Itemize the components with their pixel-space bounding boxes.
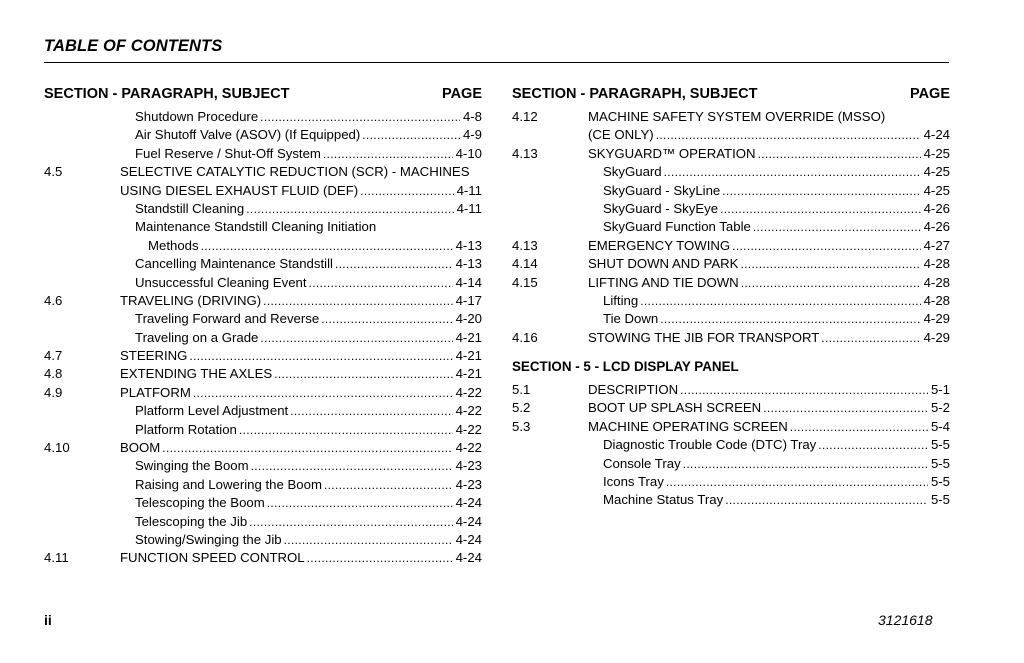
toc-entry-page: 4-23 [455, 458, 482, 474]
toc-entry[interactable] [512, 237, 950, 255]
toc-entry-subject: Platform Level Adjustment [135, 403, 289, 419]
column-heading-subject: SECTION - PARAGRAPH, SUBJECT [44, 86, 290, 102]
dot-leader [640, 292, 920, 310]
toc-entry-page: 4-10 [455, 145, 482, 161]
dot-leader [284, 531, 453, 549]
toc-entry-page: 5-1 [930, 382, 950, 398]
toc-entry-subject: Icons Tray [603, 474, 664, 490]
toc-entry-number: 4.13 [512, 145, 538, 161]
toc-entry[interactable] [44, 237, 482, 255]
document-number: 3121618 [878, 612, 933, 628]
toc-list-right-section-4 [512, 108, 950, 347]
toc-entry[interactable] [512, 255, 950, 273]
toc-entry-subject: Telescoping the Jib [135, 513, 248, 529]
toc-entry-subject: SkyGuard - SkyEye [603, 200, 719, 216]
toc-entry-subject: Lifting [603, 292, 639, 308]
toc-entry-page: 4-24 [455, 495, 482, 511]
dot-leader [683, 455, 928, 473]
column-heading-page: PAGE [909, 86, 950, 102]
toc-entry-page: 4-22 [455, 421, 482, 437]
toc-entry[interactable] [512, 329, 950, 347]
toc-entry-subject: EXTENDING THE AXLES [120, 366, 273, 382]
toc-entry[interactable] [512, 491, 950, 509]
toc-entry[interactable] [512, 145, 950, 163]
toc-entry[interactable] [44, 126, 482, 144]
toc-entry-page: 5-5 [930, 437, 950, 453]
dot-leader [307, 549, 453, 567]
toc-entry[interactable] [44, 218, 482, 236]
toc-entry-number: 4.6 [44, 292, 63, 308]
toc-entry-page: 4-29 [923, 329, 950, 345]
toc-entry-subject: SkyGuard Function Table [603, 219, 751, 235]
column-heading-subject: SECTION - PARAGRAPH, SUBJECT [512, 86, 758, 102]
toc-entry-page: 5-4 [930, 418, 950, 434]
toc-entry-page: 4-11 [456, 182, 482, 198]
toc-entry-subject: Platform Rotation [135, 421, 237, 437]
toc-entry-subject: Swinging the Boom [135, 458, 249, 474]
toc-entry-number: 4.11 [44, 550, 69, 566]
toc-entry-number: 4.7 [44, 348, 63, 364]
toc-entry-subject: FUNCTION SPEED CONTROL [120, 550, 305, 566]
toc-entry-number: 4.15 [512, 274, 538, 290]
toc-entry[interactable] [44, 365, 482, 383]
dot-leader [324, 476, 453, 494]
dot-leader [664, 163, 921, 181]
toc-entry-page: 4-13 [455, 256, 482, 272]
dot-leader [818, 436, 928, 454]
toc-list-right-section-5 [512, 381, 950, 510]
toc-entry-subject: DESCRIPTION [588, 382, 679, 398]
dot-leader [309, 274, 453, 292]
dot-leader [821, 329, 920, 347]
dot-leader [725, 491, 928, 509]
dot-leader [251, 457, 453, 475]
toc-entry[interactable] [44, 531, 482, 549]
dot-leader [239, 421, 453, 439]
toc-entry[interactable] [512, 455, 950, 473]
toc-entry[interactable] [512, 381, 950, 399]
dot-leader [290, 402, 452, 420]
toc-entry[interactable] [512, 399, 950, 417]
toc-entry-subject: Telescoping the Boom [135, 495, 265, 511]
toc-entry-subject: BOOT UP SPLASH SCREEN [588, 400, 762, 416]
toc-entry-subject: Console Tray [603, 455, 681, 471]
toc-entry-subject: SKYGUARD™ OPERATION [588, 145, 756, 161]
toc-entry-page: 4-14 [455, 274, 482, 290]
toc-entry-page: 4-28 [923, 256, 950, 272]
toc-entry-subject: Cancelling Maintenance Standstill [135, 256, 333, 272]
toc-entry-number: 4.5 [44, 164, 63, 180]
toc-entry[interactable] [512, 310, 950, 328]
dot-leader [162, 439, 452, 457]
section-5-heading: SECTION - 5 - LCD DISPLAY PANEL [512, 359, 739, 375]
column-heading-page: PAGE [441, 86, 482, 102]
dot-leader [680, 381, 928, 399]
toc-entry-subject: Stowing/Swinging the Jib [135, 531, 282, 547]
toc-entry-page: 5-2 [930, 400, 950, 416]
dot-leader [732, 237, 920, 255]
dot-leader [790, 418, 928, 436]
toc-entry[interactable] [44, 292, 482, 310]
toc-entry-subject: MACHINE SAFETY SYSTEM OVERRIDE (MSSO) [588, 109, 886, 124]
toc-entry-page: 4-21 [455, 329, 482, 345]
dot-leader [740, 255, 920, 273]
toc-entry[interactable] [44, 494, 482, 512]
toc-entry-subject: MACHINE OPERATING SCREEN [588, 418, 788, 434]
toc-entry-page: 4-22 [455, 440, 482, 456]
toc-entry-subject: SHUT DOWN AND PARK [588, 256, 739, 272]
toc-entry-subject: SkyGuard [603, 164, 662, 180]
toc-entry-subject: SELECTIVE CATALYTIC REDUCTION (SCR) - MACHINES [120, 164, 470, 180]
dot-leader [260, 108, 460, 126]
toc-entry[interactable] [512, 163, 950, 181]
toc-entry[interactable] [512, 108, 950, 126]
toc-entry-page: 4-9 [462, 127, 482, 143]
toc-entry[interactable] [512, 436, 950, 454]
toc-entry-subject: Tie Down [603, 311, 659, 327]
dot-leader [249, 513, 452, 531]
page-title: TABLE OF CONTENTS [44, 37, 223, 55]
page-number: ii [44, 612, 52, 628]
toc-entry-page: 4-29 [923, 311, 950, 327]
toc-entry-subject: LIFTING AND TIE DOWN [588, 274, 739, 290]
dot-leader [246, 200, 453, 218]
toc-entry-page: 4-8 [462, 109, 482, 124]
toc-entry-page: 4-24 [923, 127, 950, 143]
toc-entry[interactable] [44, 329, 482, 347]
dot-leader [360, 182, 453, 200]
toc-entry[interactable] [512, 473, 950, 491]
toc-entry[interactable] [512, 200, 950, 218]
toc-entry-page: 5-5 [930, 492, 950, 508]
toc-entry-subject: Diagnostic Trouble Code (DTC) Tray [603, 437, 817, 453]
toc-entry-page: 4-24 [455, 513, 482, 529]
dot-leader [722, 182, 920, 200]
toc-entry-number: 4.8 [44, 366, 63, 382]
toc-entry-number: 4.14 [512, 256, 538, 272]
toc-entry-page: 4-25 [923, 164, 950, 180]
toc-entry-number: 5.1 [512, 382, 531, 398]
toc-entry-subject: Fuel Reserve / Shut-Off System [135, 145, 321, 161]
dot-leader [660, 310, 920, 328]
toc-entry-subject: STOWING THE JIB FOR TRANSPORT [588, 329, 820, 345]
toc-entry-subject: (CE ONLY) [588, 127, 654, 143]
toc-entry[interactable] [512, 126, 950, 144]
toc-entry-page: 4-28 [923, 274, 950, 290]
toc-entry[interactable] [512, 292, 950, 310]
toc-entry[interactable] [512, 274, 950, 292]
toc-entry[interactable] [44, 457, 482, 475]
toc-entry-page: 4-25 [923, 145, 950, 161]
toc-entry-number: 4.10 [44, 440, 70, 456]
toc-entry[interactable] [44, 163, 482, 181]
toc-entry-page: 4-20 [455, 311, 482, 327]
toc-entry[interactable] [44, 402, 482, 420]
toc-list-left [44, 108, 482, 568]
toc-entry-page: 4-13 [455, 237, 482, 253]
toc-entry-subject: PLATFORM [120, 384, 191, 400]
toc-entry-page: 4-28 [923, 292, 950, 308]
toc-entry-number: 5.3 [512, 418, 531, 434]
toc-entry-page: 5-5 [930, 474, 950, 490]
toc-entry-number: 4.12 [512, 109, 538, 124]
toc-entry[interactable] [44, 513, 482, 531]
toc-entry-page: 4-22 [455, 384, 482, 400]
toc-entry-subject: TRAVELING (DRIVING) [120, 292, 262, 308]
dot-leader [189, 347, 452, 365]
toc-entry-subject: EMERGENCY TOWING [588, 237, 731, 253]
toc-entry-number: 4.13 [512, 237, 538, 253]
dot-leader [274, 365, 452, 383]
toc-entry-page: 4-27 [923, 237, 950, 253]
dot-leader [193, 384, 453, 402]
dot-leader [720, 200, 921, 218]
dot-leader [753, 218, 921, 236]
toc-entry-number: 5.2 [512, 400, 531, 416]
dot-leader [323, 145, 453, 163]
toc-entry-page: 4-24 [455, 531, 482, 547]
toc-entry[interactable] [44, 145, 482, 163]
toc-entry[interactable] [44, 549, 482, 567]
toc-entry-subject: Maintenance Standstill Cleaning Initiation [135, 219, 377, 235]
toc-entry[interactable] [44, 384, 482, 402]
toc-entry-number: 4.9 [44, 384, 63, 400]
toc-entry[interactable] [44, 182, 482, 200]
dot-leader [321, 310, 452, 328]
toc-entry-page: 4-23 [455, 476, 482, 492]
toc-entry-subject: Methods [148, 237, 199, 253]
toc-right-column [512, 84, 950, 510]
toc-entry-subject: SkyGuard - SkyLine [603, 182, 721, 198]
toc-entry-subject: Air Shutoff Valve (ASOV) (If Equipped) [135, 127, 361, 143]
toc-entry[interactable] [44, 310, 482, 328]
toc-entry-subject: Shutdown Procedure [135, 109, 259, 124]
toc-entry-subject: Unsuccessful Cleaning Event [135, 274, 307, 290]
toc-entry[interactable] [44, 439, 482, 457]
toc-entry-subject: USING DIESEL EXHAUST FLUID (DEF) [120, 182, 359, 198]
toc-entry-page: 4-17 [455, 292, 482, 308]
toc-left-column [44, 84, 482, 568]
dot-leader [260, 329, 452, 347]
toc-entry-page: 4-21 [455, 348, 482, 364]
toc-entry-page: 4-26 [923, 200, 950, 216]
toc-entry[interactable] [44, 108, 482, 126]
toc-entry-page: 4-21 [455, 366, 482, 382]
title-rule [44, 62, 949, 63]
dot-leader [263, 292, 452, 310]
toc-entry-page: 4-24 [455, 550, 482, 566]
toc-entry-subject: Machine Status Tray [603, 492, 724, 508]
dot-leader [335, 255, 453, 273]
dot-leader [362, 126, 460, 144]
toc-entry-page: 4-11 [456, 200, 482, 216]
toc-entry[interactable] [512, 218, 950, 236]
toc-entry[interactable] [44, 200, 482, 218]
toc-entry[interactable] [44, 476, 482, 494]
toc-entry-page: 4-26 [923, 219, 950, 235]
dot-leader [267, 494, 453, 512]
dot-leader [656, 126, 921, 144]
dot-leader [758, 145, 921, 163]
column-header [44, 84, 482, 104]
toc-entry-subject: Traveling on a Grade [135, 329, 259, 345]
toc-entry[interactable] [44, 421, 482, 439]
toc-entry-subject: STEERING [120, 348, 188, 364]
dot-leader [201, 237, 453, 255]
dot-leader [741, 274, 921, 292]
toc-entry-subject: BOOM [120, 440, 161, 456]
toc-entry-subject: Raising and Lowering the Boom [135, 476, 322, 492]
toc-entry[interactable] [512, 182, 950, 200]
toc-entry[interactable] [44, 274, 482, 292]
toc-entry[interactable] [512, 418, 950, 436]
toc-entry-page: 4-22 [455, 403, 482, 419]
dot-leader [666, 473, 928, 491]
toc-entry[interactable] [44, 255, 482, 273]
toc-entry-page: 5-5 [930, 455, 950, 471]
toc-entry-subject: Standstill Cleaning [135, 200, 245, 216]
dot-leader [763, 399, 928, 417]
column-header [512, 84, 950, 104]
toc-entry-page: 4-25 [923, 182, 950, 198]
toc-entry-subject: Traveling Forward and Reverse [135, 311, 320, 327]
toc-entry-number: 4.16 [512, 329, 538, 345]
toc-entry[interactable] [44, 347, 482, 365]
